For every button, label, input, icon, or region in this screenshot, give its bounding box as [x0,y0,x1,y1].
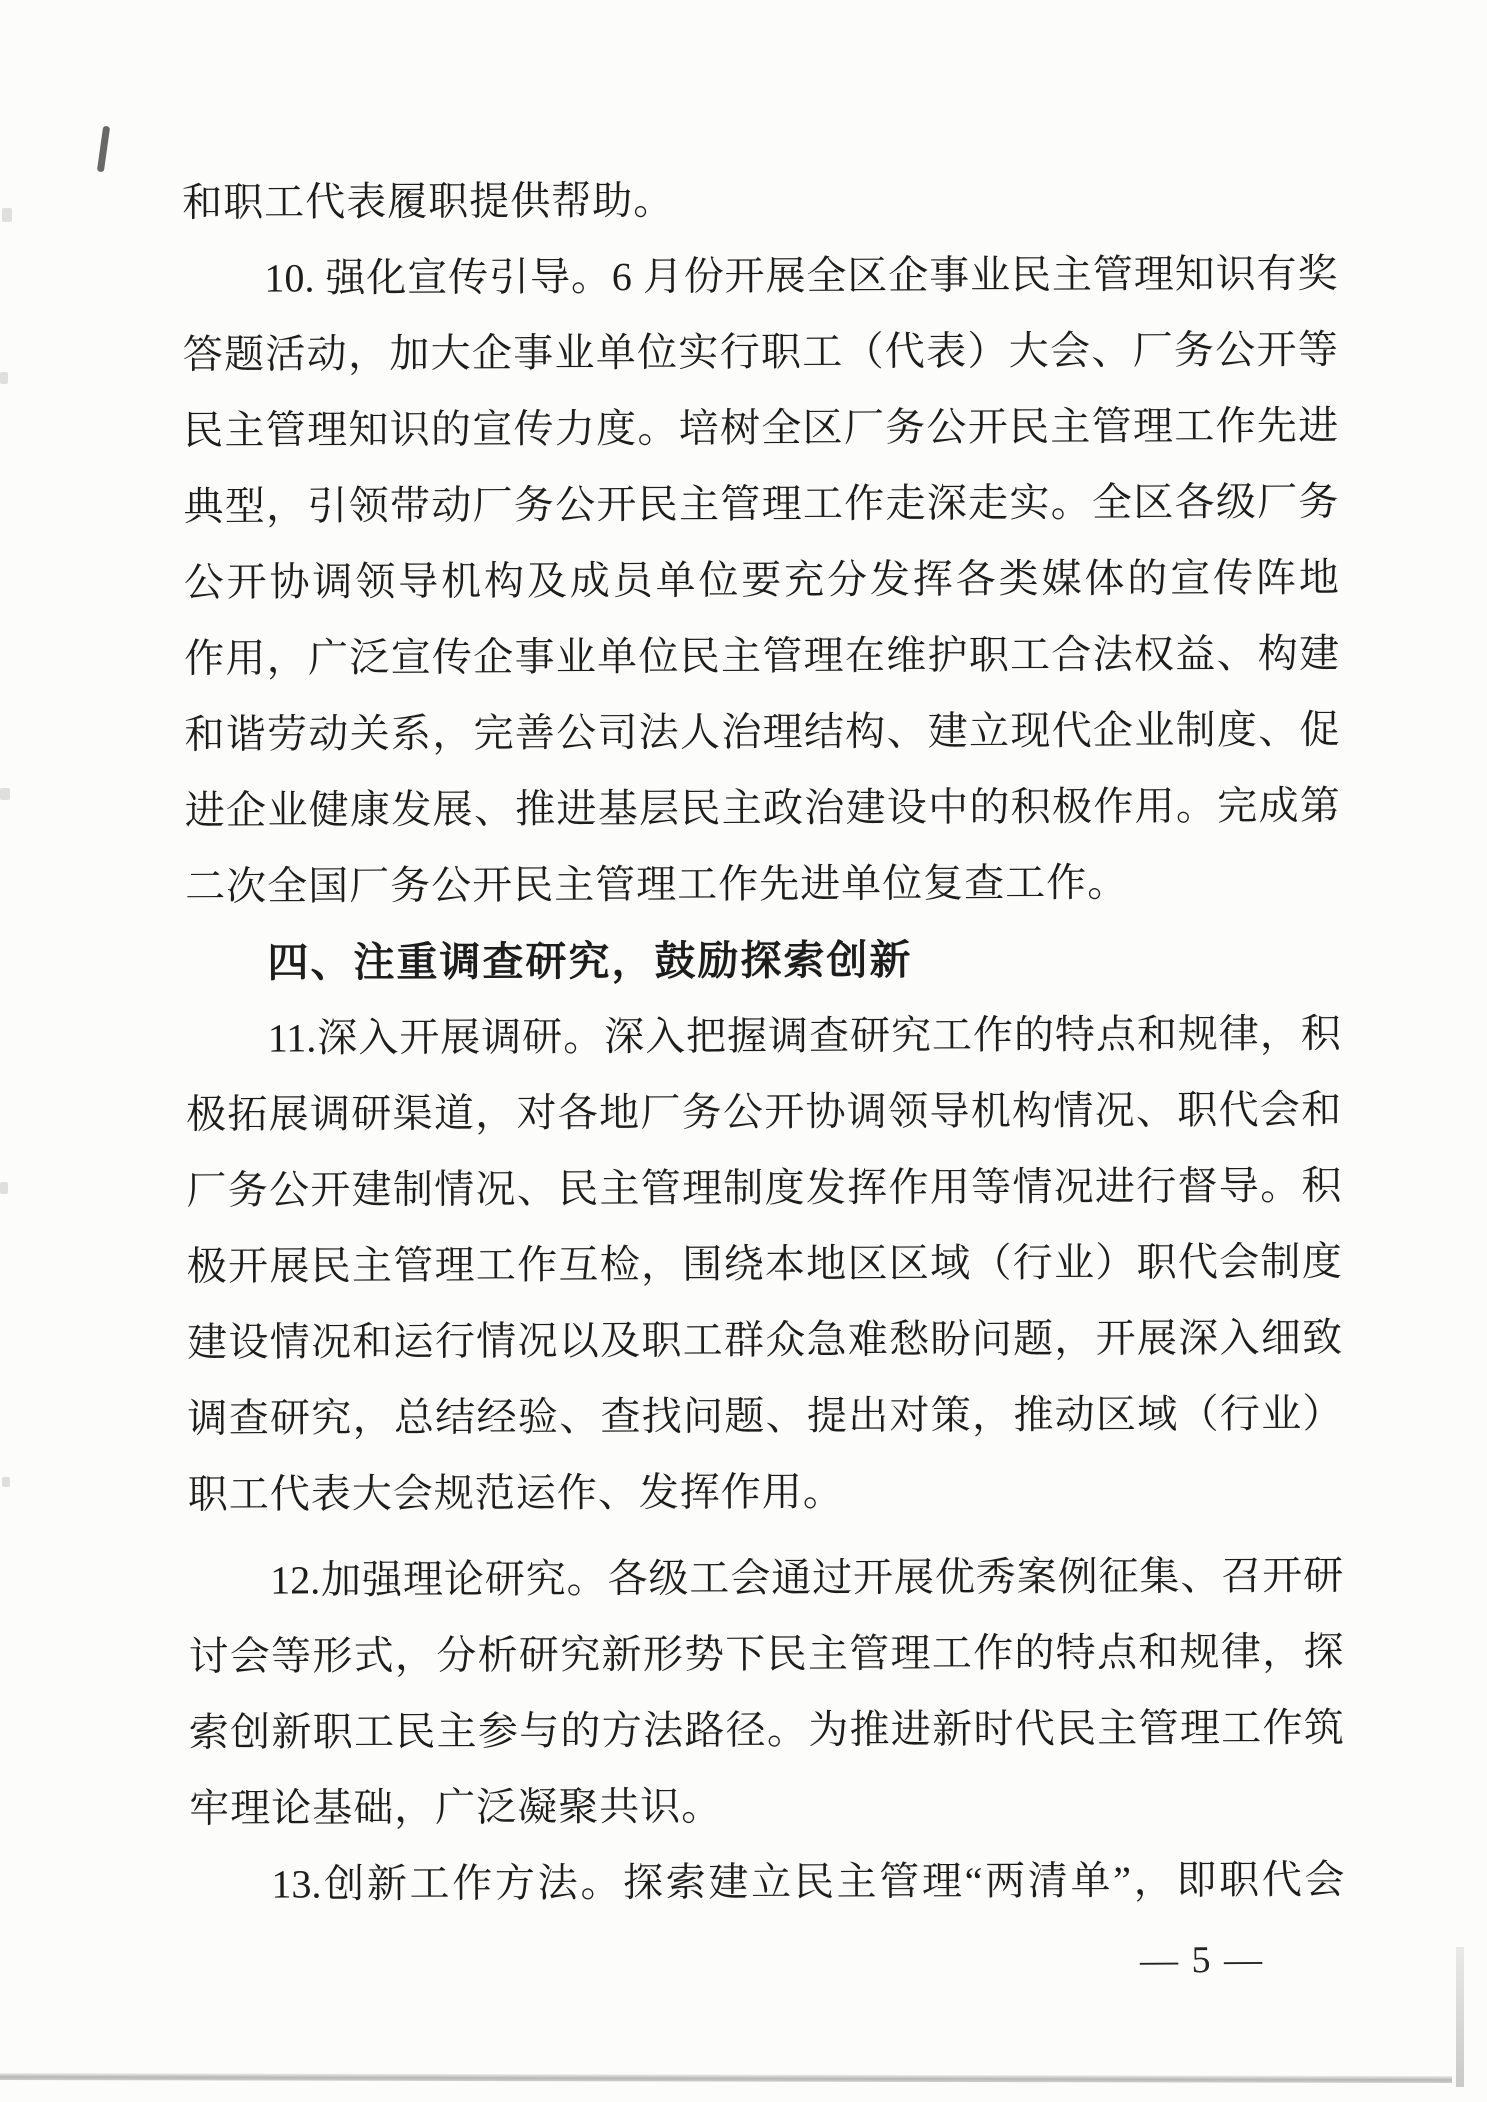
text-line: 建设情况和运行情况以及职工群众急难愁盼问题，开展深入细致 [187,1314,1343,1365]
text-line: 公开协调领导机构及成员单位要充分发挥各类媒体的宣传阵地 [183,554,1339,605]
text-line: 答题活动，加大企事业单位实行职工（代表）大会、厂务公开等 [182,326,1338,377]
text-line: 极开展民主管理工作互检，围绕本地区区域（行业）职代会制度 [186,1238,1342,1289]
scan-artifact [2,1477,10,1487]
text-line: 二次全国厂务公开民主管理工作先进单位复查工作。 [185,859,1129,909]
scan-artifact [97,126,110,173]
text-line: 讨会等形式，分析研究新形势下民主管理工作的特点和规律，探 [188,1628,1344,1679]
text-block [182,160,1345,1923]
text-line: 进企业健康发展、推进基层民主政治建设中的积极作用。完成第 [184,782,1340,833]
text-line: 13.创新工作方法。探索建立民主管理“两清单”，即职代会 [271,1856,1345,1907]
text-line: 调查研究，总结经验、查找问题、提出对策，推动区域（行业） [187,1390,1343,1441]
text-line: 民主管理知识的宣传力度。培树全区厂务公开民主管理工作先进 [183,402,1339,453]
scan-artifact [0,788,10,800]
page-number: — 5 — [1139,1938,1265,1982]
text-line: 和职工代表履职提供帮助。 [182,177,675,225]
section-heading: 四、注重调查研究，鼓励探索创新 [267,936,913,986]
text-line: 厂务公开建制情况、民主管理制度发挥作用等情况进行督导。积 [186,1162,1342,1213]
text-line: 作用，广泛宣传企事业单位民主管理在维护职工合法权益、构建 [184,630,1340,681]
page-right-edge [1456,1947,1464,2087]
text-line: 职工代表大会规范运作、发挥作用。 [187,1469,844,1517]
text-line: 10. 强化宣传引导。6 月份开展全区企事业民主管理知识有奖 [264,250,1338,301]
page-bottom-edge [0,2073,1452,2083]
scan-artifact [0,372,8,384]
text-line: 典型，引领带动厂务公开民主管理工作走深走实。全区各级厂务 [183,478,1339,529]
text-line: 和谐劳动关系，完善公司法人治理结构、建立现代企业制度、促 [184,706,1340,757]
text-line: 索创新职工民主参与的方法路径。为推进新时代民主管理工作筑 [188,1704,1344,1755]
text-line: 11.深入开展调研。深入把握调查研究工作的特点和规律，积 [267,1010,1341,1061]
scan-artifact [2,208,12,222]
text-line: 极拓展调研渠道，对各地厂务公开协调领导机构情况、职代会和 [186,1086,1342,1137]
text-line: 牢理论基础，广泛凝聚共识。 [189,1783,723,1831]
scan-artifact [0,1182,8,1194]
text-line: 12.加强理论研究。各级工会通过开展优秀案例征集、召开研 [270,1552,1344,1603]
